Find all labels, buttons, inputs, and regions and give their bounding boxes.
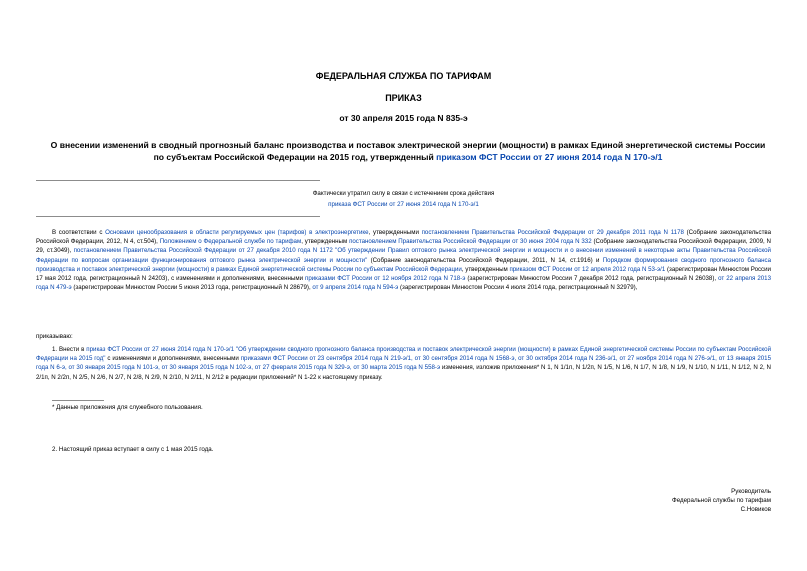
order-594-link[interactable]: от 9 апреля 2014 года N 594-э bbox=[312, 284, 399, 292]
signature-block bbox=[672, 487, 771, 514]
text-segment: , утвержденным bbox=[461, 265, 510, 273]
signature-position: Руководитель bbox=[731, 488, 771, 495]
government-decree-332-link[interactable]: постановлением Правительства Российской Федерации от 30 июня 2004 года N 332 bbox=[349, 238, 592, 246]
footnote-divider bbox=[52, 400, 104, 401]
text-segment: (Собрание законодательства Российской Федерации, 2012, N 4, ст.504), bbox=[36, 229, 771, 246]
footnote: * Данные приложения для служебного пользования. bbox=[52, 404, 203, 411]
order-53-link[interactable]: приказом ФСТ России от 12 апреля 2012 года N 53-э/1 bbox=[509, 265, 666, 273]
document-date-number: от 30 апреля 2015 года N 835-э bbox=[339, 113, 468, 123]
balance-procedure-link[interactable]: Порядком формирования сводного прогнозного баланса производства и поставок электрической энергии (мощности) в рамках Единой энергетической системы России по субъектам Российской Федерации bbox=[36, 256, 771, 273]
text-segment: (Собрание законодательства Российской Федерации, 2011, N 14, ст.1916) и bbox=[367, 256, 603, 264]
status-note-link[interactable]: приказа ФСТ России от 27 июня 2014 года N 170-э/1 bbox=[328, 201, 479, 208]
text-segment: (зарегистрирован Минюстом России 17 мая 2012 года, регистрационный N 24203), с изменениями и дополнениями, внесенными bbox=[36, 265, 771, 283]
text-segment: (Собрание законодательства Российской Федерации, 2009, N 29, ст.3049), bbox=[36, 238, 771, 255]
text-segment: с изменениями и дополнениями, внесенными bbox=[105, 355, 241, 363]
government-decree-1178-link[interactable]: постановлением Правительства Российской Федерации от 29 декабря 2011 года N 1178 bbox=[421, 229, 684, 236]
divider-bottom bbox=[36, 216, 320, 217]
text-segment: 1. Внести в bbox=[52, 346, 87, 353]
amending-orders-link[interactable]: приказами ФСТ России от 23 сентября 2014 года N 219-э/1, от 30 сентября 2014 года N 1568-э, от 30 октября 2014 года N 236-э/1, от 27 ноября 2014 года N 276-э/1, от 13 января 2015 года N 6-э, от 30 января 2015 года N 101-э, от 30 января 2015 года N 102-э, от 27 февраля 2015 года N 329-э, от 30 марта 2015 года N 558-э bbox=[36, 355, 772, 372]
signature-organization: Федеральной службы по тарифам bbox=[672, 497, 771, 504]
order-479-link[interactable]: от 22 апреля 2013 года N 479-э bbox=[36, 275, 771, 292]
status-note-text: Фактически утратил силу в связи с истечением срока действия bbox=[312, 190, 495, 197]
text-segment: изменения, изложив приложения* N 1, N 1/1п, N 1/2п, N 1/5, N 1/6, N 1/7, N 1/8, N 1/9, N 1/10, N 1/11, N 1/12, N 2, N 2/1п, N 2/2п, N 2/5, N 2/6, N 2/7, N 2/8, N 2/9, N 2/10, N 2/11, N 2/12 в редакции приложений* N 1-22 к настоящему приказу. bbox=[36, 364, 771, 381]
divider-top bbox=[36, 180, 320, 181]
title-text: О внесении изменений в сводный прогнозный баланс производства и поставок электрической энергии (мощности) в рамках Единой энергетической системы России по субъектам Российской Федерации на 2015 год, утвержденный bbox=[50, 140, 766, 162]
order-718-link[interactable]: приказами ФСТ России от 12 ноября 2012 года N 718-э bbox=[305, 275, 466, 283]
status-note bbox=[0, 188, 807, 210]
fst-regulation-link[interactable]: Положением о Федеральной службе по тарифам bbox=[159, 238, 302, 246]
government-decree-1172-link[interactable]: постановлением Правительства Российской Федерации от 27 декабря 2010 года N 1172 "Об утверждении Правил оптового рынка электрической энергии и мощности и о внесении изменений в некоторые акты Правительства Российской Федерации по вопросам организации функционирования оптового рынка электрической энергии и мощности" bbox=[36, 247, 771, 264]
text-segment: , утвержденным bbox=[301, 238, 350, 246]
document-type-heading: ПРИКАЗ bbox=[385, 93, 422, 103]
order-phrase: приказываю: bbox=[36, 333, 73, 340]
text-segment: (зарегистрирован Минюстом России 7 декабря 2012 года, регистрационный N 26038), bbox=[465, 275, 719, 283]
text-segment: (зарегистрирован Минюстом России 4 июля 2014 года, регистрационный N 32979), bbox=[398, 284, 638, 292]
clause-1-paragraph bbox=[36, 345, 771, 382]
agency-heading: ФЕДЕРАЛЬНАЯ СЛУЖБА ПО ТАРИФАМ bbox=[315, 71, 492, 81]
pricing-basics-link[interactable]: Основами ценообразования в области регулируемых цен (тарифов) в электроэнергетике bbox=[105, 229, 369, 236]
document-title bbox=[48, 139, 768, 163]
preamble-paragraph bbox=[36, 228, 771, 292]
text-segment: , утвержденными bbox=[368, 229, 422, 236]
order-170-link[interactable]: приказ ФСТ России от 27 июня 2014 года N 170-э/1 "Об утверждении сводного прогнозного баланса производства и поставок электрической энергии (мощности) в рамках Единой энергетической системы России по субъектам Российской Федерации на 2015 год" bbox=[36, 346, 772, 363]
signature-name: С.Новиков bbox=[740, 506, 771, 513]
title-order-link[interactable]: приказом ФСТ России от 27 июня 2014 года N 170-э/1 bbox=[436, 152, 663, 162]
text-segment: (зарегистрирован Минюстом России 5 июня 2013 года, регистрационный N 28679), bbox=[71, 284, 313, 292]
text-segment: В соответствии с bbox=[52, 229, 106, 236]
clause-2-paragraph: 2. Настоящий приказ вступает в силу с 1 мая 2015 года. bbox=[52, 446, 214, 453]
